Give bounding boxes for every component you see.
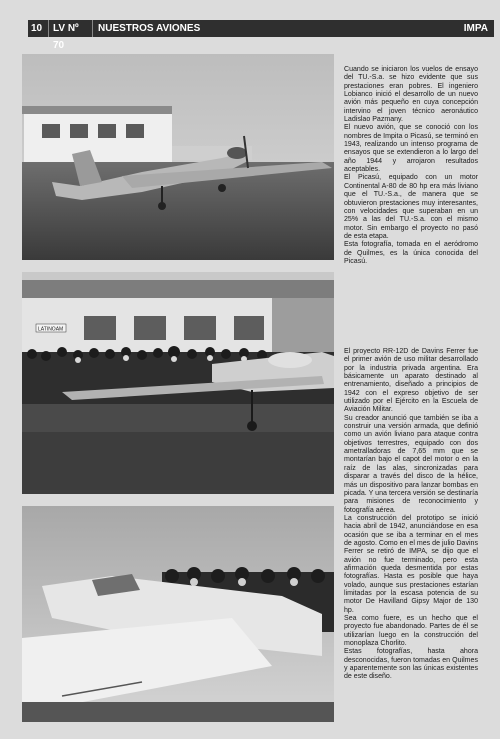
section-title: NUESTROS AVIONES bbox=[92, 20, 202, 37]
sign-text: LATINOAM bbox=[38, 326, 64, 333]
paragraph: Cuando se iniciaron los vuelos de ensayo del TU.-S.a. se hizo evidente que sus prestaciones eran pobres. El ingeniero Lobianco inició el desarrollo de un nuevo avión más pequeño en cuya concepción intervino el joven técnico aeronáutico Ladislao Pazmany. bbox=[344, 66, 478, 124]
photo-rr12d-crowd-image bbox=[22, 272, 334, 494]
paragraph: Sea como fuere, es un hecho que el proyecto fue abandonado. Partes de él se utilizarían luego en la construcción del monoplaza Chorlito. bbox=[344, 615, 478, 648]
photo-rr12d-crowd bbox=[22, 272, 334, 494]
paragraph: Estas fotografías, hasta ahora desconocidas, fueron tomadas en Quilmes y aparentemente son las únicas existentes de este diseño. bbox=[344, 648, 478, 681]
photo-picasu-image bbox=[22, 54, 334, 260]
photo-rr12d-closeup bbox=[22, 506, 334, 722]
paragraph: El Picasú, equipado con un motor Continental A-80 de 80 hp era más liviano que el TU.-S.a., de manera que se obtuvieron prestaciones muy interesantes, con velocidades que superaban en un 25% a las del TU.-S.a. con el mismo motor. Sin embargo el proyecto no pasó de esta etapa. bbox=[344, 174, 478, 240]
paragraph: El nuevo avión, que se conoció con los nombres de Impita o Picasú, se terminó en 1943, realizando un intenso programa de ensayos que se extendieron a lo largo del año 1944 y arrojaron resultados aceptables. bbox=[344, 124, 478, 174]
paragraph: Esta fotografía, tomada en el aeródromo de Quilmes, es la única conocida del Picasú. bbox=[344, 241, 478, 265]
issue-number: LV Nº 70 bbox=[48, 20, 92, 37]
article-title: IMPA bbox=[463, 23, 488, 34]
page-number: 10 bbox=[31, 23, 43, 34]
page-header bbox=[0, 0, 500, 51]
text-rr12d bbox=[344, 348, 478, 682]
paragraph: La construcción del prototipo se inició hacia abril de 1942, anunciándose en esa ocasión que se iba a terminar en el mes de agosto. Como en el mes de julio Davins Ferrer se retiró de IMPA, se dijo que el avión no fue terminado, pero esta afirmación queda desmentida por estas fotografías. Hasta es posible que haya volado, aunque sus prestaciones estarían limitadas por la escasa potencia de su motor De Havilland Gipsy Major de 130 hp. bbox=[344, 514, 478, 614]
paragraph: Su creador anunció que también se iba a construir una versión armada, que definió como un avión liviano para ataque contra objetivos terrestres, equipado con dos ametralladoras de 7,65 mm que se montarían bajo el capot del motor o en la raíz de las alas, sincronizadas para disparar a través del disco de la hélice, más un dispositivo para lanzar bombas en picada. Y una tercera versión se destinaría para misiones de reconocimiento y fotografía aérea. bbox=[344, 414, 478, 514]
photo-picasu bbox=[22, 54, 334, 260]
paragraph: El proyecto RR-12D de Davins Ferrer fue el primer avión de uso militar desarrollado por la industria privada argentina. Era básicamente un aparato destinado al entrenamiento, diseñado a principios de 1942 con el expreso objetivo de ser utilizado por el Ejército en la Escuela de Aviación Militar. bbox=[344, 348, 478, 414]
text-picasu bbox=[344, 66, 478, 266]
photo-rr12d-closeup-image bbox=[22, 506, 334, 722]
